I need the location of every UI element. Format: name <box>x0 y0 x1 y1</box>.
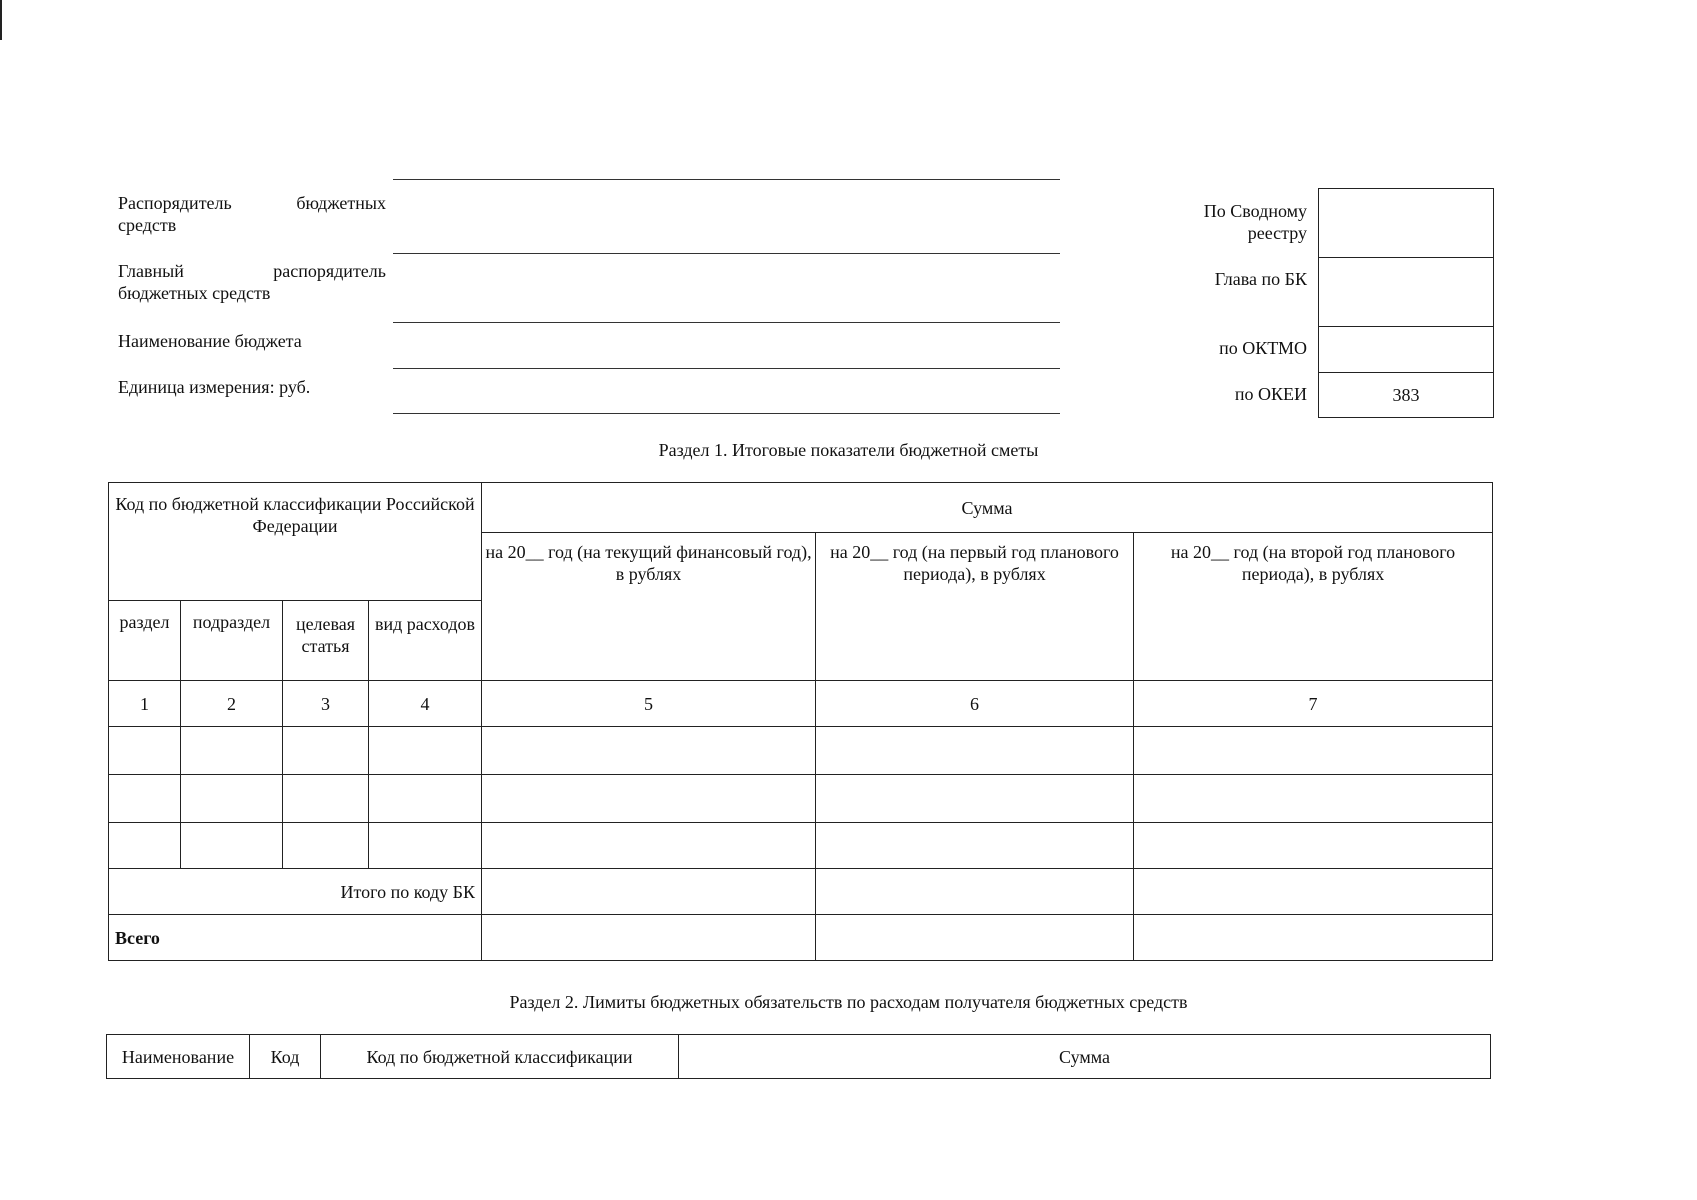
table-cell[interactable] <box>109 775 181 823</box>
code-cell-okei[interactable]: 383 <box>1319 372 1493 417</box>
code-label-oktmo: по ОКТМО <box>1219 338 1307 358</box>
fill-line <box>393 253 1060 254</box>
table-cell[interactable] <box>283 775 369 823</box>
fill-line <box>393 368 1060 369</box>
column-number: 3 <box>283 681 369 727</box>
column-number: 5 <box>482 681 816 727</box>
table-cell[interactable] <box>181 775 283 823</box>
scan-edge-mark <box>0 0 2 40</box>
section-2-header-kbk: Код по бюджетной классификации <box>321 1035 679 1079</box>
table-cell[interactable] <box>109 823 181 869</box>
table-cell[interactable] <box>1134 915 1493 961</box>
table-row <box>109 823 1493 869</box>
column-number: 4 <box>369 681 482 727</box>
code-cell-registry[interactable] <box>1319 189 1493 257</box>
table-cell[interactable] <box>1134 727 1493 775</box>
section-2-header-sum: Сумма <box>679 1035 1491 1079</box>
kbk-header: Код по бюджетной классификации Российской Федерации <box>109 483 482 601</box>
section-2-header-code: Код <box>250 1035 321 1079</box>
table-cell[interactable] <box>369 727 482 775</box>
grand-total-row <box>109 915 1493 961</box>
table-cell[interactable] <box>482 727 816 775</box>
table-cell[interactable] <box>816 727 1134 775</box>
section-2-table <box>106 1034 1491 1079</box>
sum-header: Сумма <box>482 483 1493 533</box>
subheader-section: раздел <box>109 601 181 681</box>
code-label-chapter: Глава по БК <box>1214 269 1307 289</box>
table-cell[interactable] <box>369 823 482 869</box>
column-number: 1 <box>109 681 181 727</box>
fill-line <box>393 179 1060 180</box>
table-cell[interactable] <box>283 823 369 869</box>
section-2-title: Раздел 2. Лимиты бюджетных обязательств по расходам получателя бюджетных средств <box>509 992 1188 1012</box>
year-header-plan-1: на 20__ год (на первый год планового периода), в рублях <box>816 533 1134 681</box>
code-cell-oktmo[interactable] <box>1319 326 1493 372</box>
table-cell[interactable] <box>283 727 369 775</box>
year-header-current: на 20__ год (на текущий финансовый год), в рублях <box>482 533 816 681</box>
field-label-chief-manager: Главный распорядитель бюджетных средств <box>118 261 386 303</box>
table-cell[interactable] <box>109 727 181 775</box>
table-cell[interactable] <box>816 915 1134 961</box>
year-header-plan-2: на 20__ год (на второй год планового периода), в рублях <box>1134 533 1493 681</box>
total-by-code-row <box>109 869 1493 915</box>
field-label-unit: Единица измерения: руб. <box>118 377 311 397</box>
section-1-title: Раздел 1. Итоговые показатели бюджетной сметы <box>658 440 1039 460</box>
table-cell[interactable] <box>369 775 482 823</box>
table-cell[interactable] <box>181 727 283 775</box>
section-1-table <box>108 482 1493 961</box>
subheader-target-article: целевая статья <box>283 601 369 681</box>
table-cell[interactable] <box>1134 869 1493 915</box>
codes-box <box>1318 188 1494 418</box>
table-cell[interactable] <box>482 869 816 915</box>
subheader-subsection: подраздел <box>181 601 283 681</box>
table-cell[interactable] <box>816 869 1134 915</box>
table-cell[interactable] <box>482 915 816 961</box>
total-by-code-label: Итого по коду БК <box>109 869 482 915</box>
section-2-header-name: Наименование <box>107 1035 250 1079</box>
column-number: 6 <box>816 681 1134 727</box>
table-cell[interactable] <box>816 823 1134 869</box>
field-label-budget-name: Наименование бюджета <box>118 331 302 351</box>
code-cell-chapter[interactable] <box>1319 257 1493 326</box>
field-label-recipient: Распорядитель бюджетных средств <box>118 193 386 235</box>
table-cell[interactable] <box>1134 823 1493 869</box>
table-cell[interactable] <box>181 823 283 869</box>
code-label-okei: по ОКЕИ <box>1234 384 1307 404</box>
table-row <box>109 727 1493 775</box>
table-row <box>109 775 1493 823</box>
fill-line <box>393 413 1060 414</box>
table-cell[interactable] <box>1134 775 1493 823</box>
subheader-expense-type: вид расходов <box>369 601 482 681</box>
grand-total-label: Всего <box>109 915 482 961</box>
fill-line <box>393 322 1060 323</box>
table-cell[interactable] <box>816 775 1134 823</box>
table-cell[interactable] <box>482 823 816 869</box>
table-cell[interactable] <box>482 775 816 823</box>
code-label-registry: По Сводному реестру <box>1203 201 1307 243</box>
column-number: 2 <box>181 681 283 727</box>
column-number: 7 <box>1134 681 1493 727</box>
